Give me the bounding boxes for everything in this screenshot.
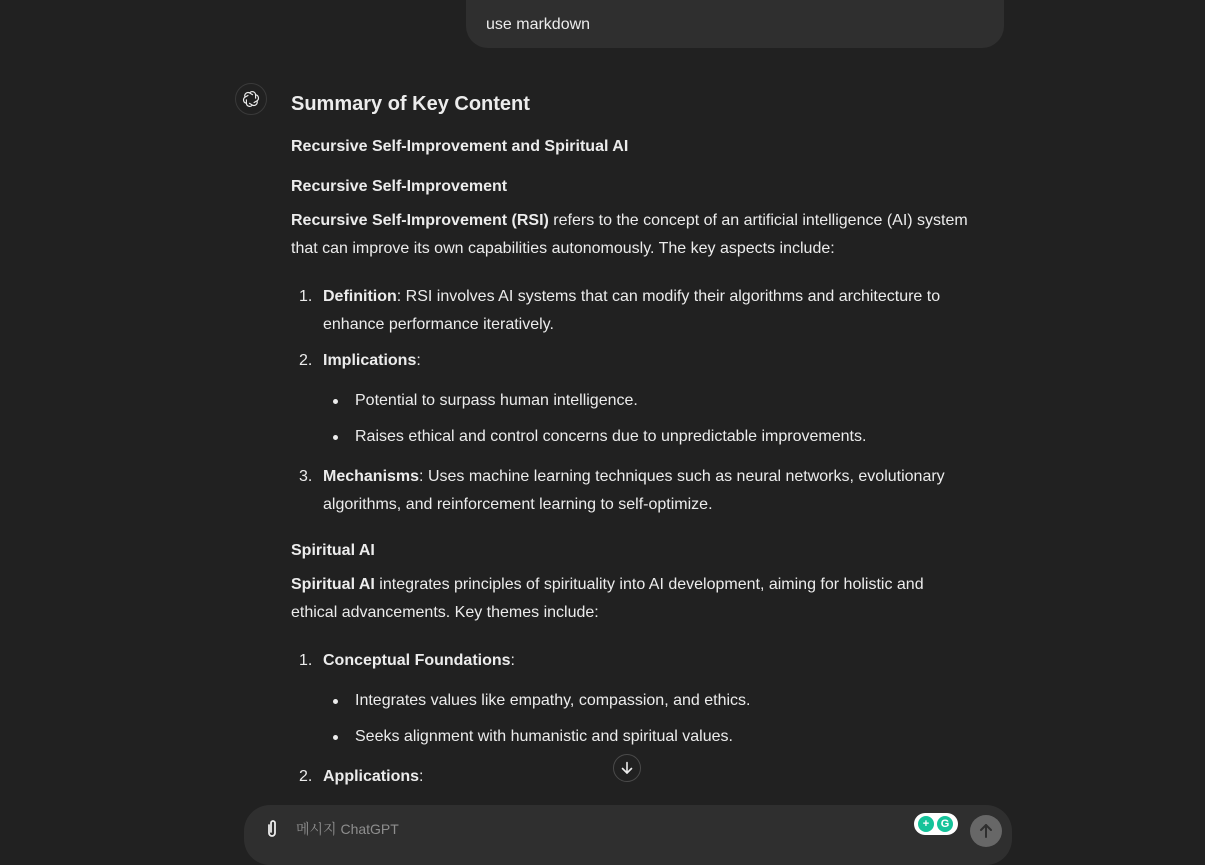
list-item [323,463,983,519]
list-item-text: : Uses machine learning techniques such as neural networks, evolutionary [419,468,945,485]
list-item-bold: Applications [323,768,420,785]
list-item-bold: Mechanisms [323,468,420,485]
section-intro-text-line2: that can improve its own capabilities autonomously. The key aspects include: [291,240,835,257]
list-item-text: : [419,768,424,785]
list-item-bold: Definition [323,288,397,305]
list-item-text-line2: algorithms, and reinforcement learning to self-optimize. [323,496,713,513]
send-button[interactable] [970,815,1002,847]
grammarly-g-icon: G [937,816,953,832]
section-title: Recursive Self-Improvement [291,178,508,195]
scroll-to-bottom-button[interactable] [613,754,641,782]
section-intro-bold: Recursive Self-Improvement (RSI) [291,212,549,229]
message-heading: Summary of Key Content [291,93,530,115]
list-item-number: 2. [299,768,313,785]
bullet-marker [333,735,338,740]
bullet-marker [333,399,338,404]
list-item-text: : [416,352,421,369]
list-item-number: 3. [299,468,313,485]
list-item-bold: Implications [323,352,417,369]
section-intro [291,571,991,627]
grammarly-plus-icon: + [918,816,934,832]
bullet-item: Potential to surpass human intelligence. [355,392,638,409]
arrow-up-icon [970,815,1002,847]
list-item [323,763,983,791]
assistant-avatar [235,83,267,115]
arrow-down-icon [619,760,635,776]
openai-logo-icon [241,89,261,109]
message-input[interactable]: 메시지 ChatGPT [296,821,399,837]
list-item [323,283,983,339]
section-intro-bold: Spiritual AI [291,576,375,593]
list-item [323,347,983,375]
section-intro-text: refers to the concept of an artificial intelligence (AI) system [548,212,968,229]
bullet-marker [333,435,338,440]
paperclip-icon[interactable] [260,817,284,841]
list-item-number: 1. [299,652,313,669]
section-intro [291,207,991,263]
bullet-item: Seeks alignment with humanistic and spiritual values. [355,728,733,745]
list-item-text-line2: enhance performance iteratively. [323,316,554,333]
section-title: Spiritual AI [291,542,375,559]
grammarly-widget[interactable] [914,813,958,835]
section-intro-text: integrates principles of spirituality into AI development, aiming for holistic and [374,576,924,593]
list-item [323,647,983,675]
user-message-bubble [466,0,1004,48]
bullet-item: Integrates values like empathy, compassion, and ethics. [355,692,751,709]
list-item-text: : [510,652,515,669]
user-message-text: use markdown [486,16,591,33]
list-item-number: 1. [299,288,313,305]
list-item-number: 2. [299,352,313,369]
message-subheading: Recursive Self-Improvement and Spiritual AI [291,138,629,155]
message-composer [244,805,1012,865]
list-item-bold: Conceptual Foundations [323,652,511,669]
bullet-item: Raises ethical and control concerns due to unpredictable improvements. [355,428,867,445]
bullet-marker [333,699,338,704]
section-intro-text-line2: ethical advancements. Key themes include: [291,604,599,621]
list-item-text: : RSI involves AI systems that can modify their algorithms and architecture to [396,288,941,305]
